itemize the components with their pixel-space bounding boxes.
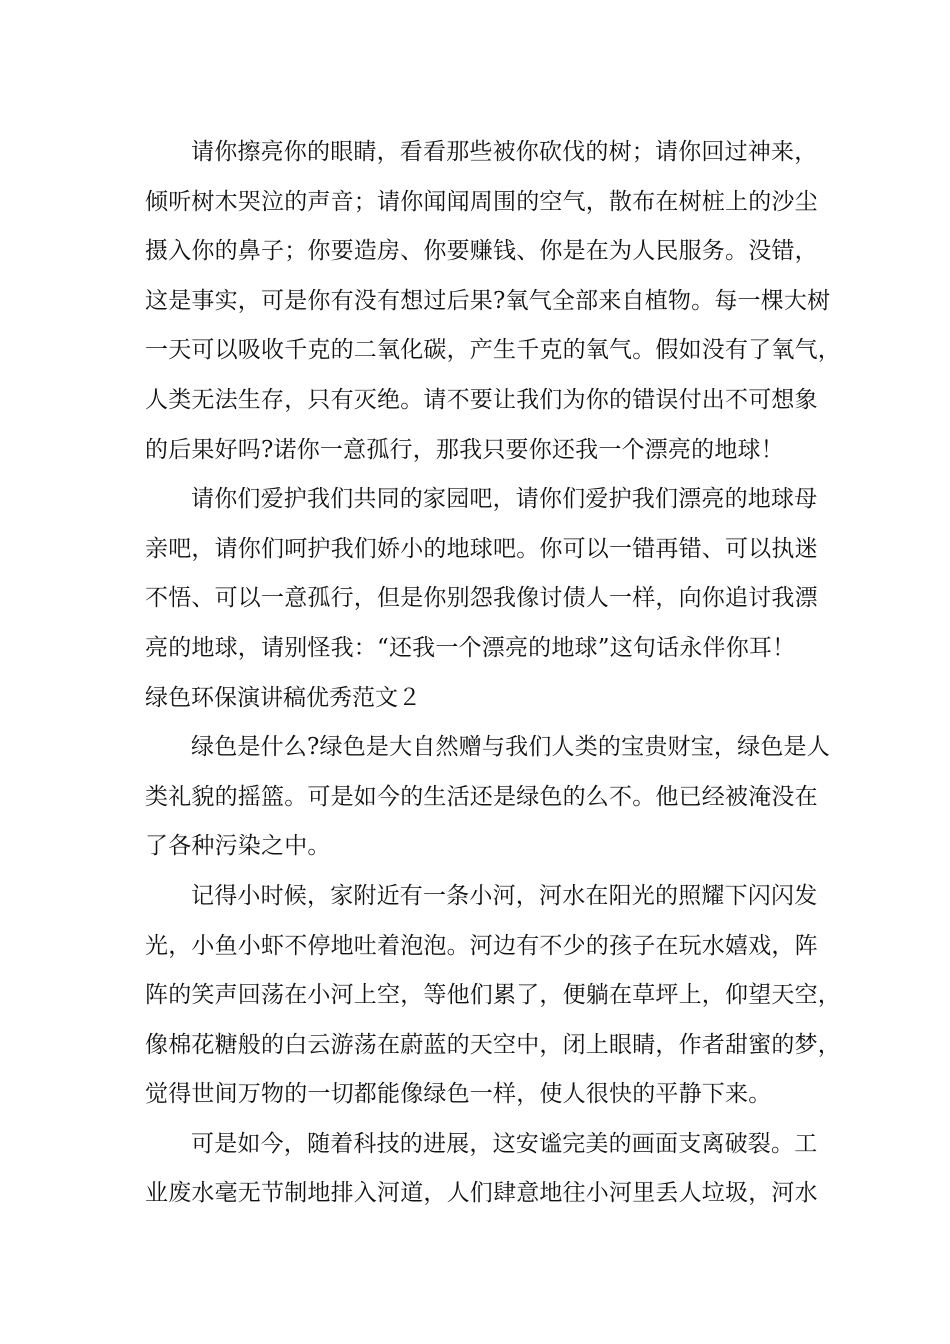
document-page [145, 128, 841, 1219]
paragraph-line: 了各种污染之中。 [145, 833, 331, 860]
paragraph-4 [145, 872, 841, 1120]
paragraph-line: 绿色是什么?绿色是大自然赠与我们人类的宝贵财宝，绿色是人 [191, 734, 830, 761]
paragraph-line: 可是如今，随着科技的进展，这安谧完美的画面支离破裂。工 [191, 1130, 818, 1157]
paragraph-line: 光，小鱼小虾不停地吐着泡泡。河边有不少的孩子在玩水嬉戏，阵 [145, 932, 818, 959]
paragraph-line: 记得小时候，家附近有一条小河，河水在阳光的照耀下闪闪发 [191, 882, 818, 909]
paragraph-1 [145, 128, 841, 475]
paragraph-line: 摄入你的鼻子；你要造房、你要赚钱、你是在为人民服务。没错， [145, 238, 818, 265]
paragraph-line: 请你擦亮你的眼睛，看看那些被你砍伐的树；请你回过神来， [191, 139, 818, 165]
paragraph-line: 亮的地球，请别怪我：“还我一个漂亮的地球”这句话永伴你耳！ [145, 634, 796, 661]
paragraph-line: 一天可以吸收千克的二氧化碳，产生千克的氧气。假如没有了氧气， [145, 337, 841, 364]
paragraph-line: 亲吧，请你们呵护我们娇小的地球吧。你可以一错再错、可以执迷 [145, 535, 818, 562]
paragraph-line: 这是事实，可是你有没有想过后果?氧气全部来自植物。每一棵大树 [145, 287, 831, 314]
paragraph-line: 类礼貌的摇篮。可是如今的生活还是绿色的么不。他已经被淹没在 [145, 783, 818, 810]
paragraph-line: 不悟、可以一意孤行，但是你别怨我像讨债人一样，向你追讨我漂 [145, 585, 818, 612]
paragraph-line: 请你们爱护我们共同的家园吧，请你们爱护我们漂亮的地球母 [191, 486, 818, 513]
paragraph-line: 业废水毫无节制地排入河道，人们肆意地往小河里丢人垃圾，河水 [145, 1180, 818, 1207]
section-title: 绿色环保演讲稿优秀范文２ [145, 684, 421, 711]
paragraph-line: 倾听树木哭泣的声音；请你闻闻周围的空气，散布在树桩上的沙尘 [145, 188, 818, 215]
paragraph-3 [145, 723, 830, 872]
paragraph-line: 的后果好吗?诺你一意孤行，那我只要你还我一个漂亮的地球！ [145, 436, 784, 463]
paragraph-line: 像棉花糖般的白云游荡在蔚蓝的天空中，闭上眼睛，作者甜蜜的梦， [145, 1031, 841, 1058]
paragraph-2 [145, 475, 818, 673]
paragraph-line: 觉得世间万物的一切都能像绿色一样，使人很快的平静下来。 [145, 1081, 772, 1108]
paragraph-line: 阵的笑声回荡在小河上空，等他们累了，便躺在草坪上，仰望天空， [145, 982, 841, 1009]
paragraph-5 [145, 1120, 818, 1219]
paragraph-line: 人类无法生存，只有灭绝。请不要让我们为你的错误付出不可想象 [145, 386, 818, 413]
